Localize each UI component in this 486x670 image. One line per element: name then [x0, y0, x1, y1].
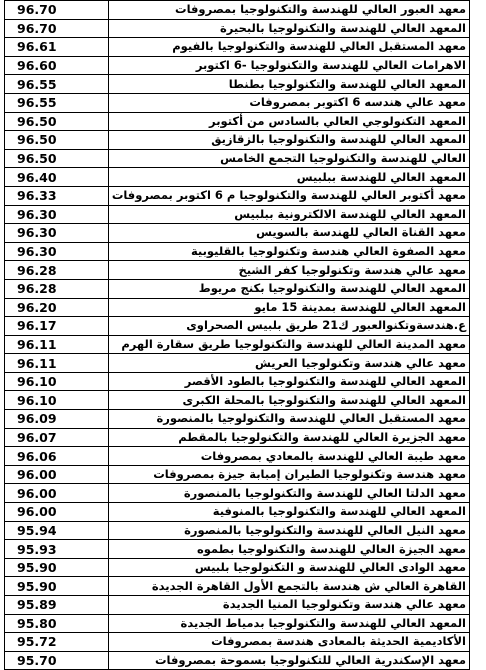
table-row [5, 633, 470, 652]
score-cell: 96.50 [5, 131, 109, 150]
table-row [5, 168, 470, 187]
institute-name-cell: معهد الدلتا العالي للهندسة والتكنولوجيا بالمنصورة [109, 484, 470, 503]
table-row [5, 56, 470, 75]
table-row [5, 651, 470, 670]
score-cell: 96.09 [5, 410, 109, 429]
table-row [5, 224, 470, 243]
institute-name-cell: معهد الجيزة العالي للهندسة والتكنولوجيا بطموه [109, 540, 470, 559]
score-cell: 95.90 [5, 577, 109, 596]
score-cell: 95.80 [5, 614, 109, 633]
table-row [5, 242, 470, 261]
score-cell: 96.30 [5, 205, 109, 224]
institute-name-cell: معهد العبور العالي للهندسة والتكنولوجيا بمصروفات [109, 1, 470, 20]
table-row [5, 596, 470, 615]
score-cell: 96.00 [5, 484, 109, 503]
table-row [5, 205, 470, 224]
score-cell: 96.10 [5, 372, 109, 391]
institute-name-cell: المعهد التكنولوجي العالي بالسادس من أكتوبر [109, 112, 470, 131]
score-cell: 96.50 [5, 149, 109, 168]
table-row [5, 261, 470, 280]
institute-name-cell: معهد طيبة العالي للهندسة بالمعادي بمصروفات [109, 447, 470, 466]
table-row [5, 540, 470, 559]
institute-name-cell: المعهد العالي للهندسة والتكنولوجيا بطنطا [109, 75, 470, 94]
score-cell: 96.28 [5, 261, 109, 280]
score-cell: 95.89 [5, 596, 109, 615]
score-cell: 95.70 [5, 651, 109, 670]
score-cell: 96.11 [5, 335, 109, 354]
score-cell: 96.55 [5, 75, 109, 94]
institute-name-cell: معهد أكتوبر العالي للهندسة والتكنولوجيا م 6 اكتوبر بمصروفات [109, 186, 470, 205]
institute-name-cell: معهد القناة العالي للهندسة بالسويس [109, 224, 470, 243]
table-row [5, 558, 470, 577]
table-row [5, 298, 470, 317]
scores-table [4, 0, 470, 670]
table-row [5, 75, 470, 94]
institute-name-cell: معهد الجزيرة العالي للهندسة والتكنولوجيا بالمقطم [109, 428, 470, 447]
table-row [5, 149, 470, 168]
score-cell: 96.70 [5, 19, 109, 38]
institute-name-cell: معهد الإسكندرية العالي للتكنولوجيا بسموحة بمصروفات [109, 651, 470, 670]
score-cell: 96.30 [5, 224, 109, 243]
table-row [5, 465, 470, 484]
score-cell: 96.07 [5, 428, 109, 447]
table-row [5, 577, 470, 596]
institute-name-cell: المعهد العالي للهندسة ببلبيس [109, 168, 470, 187]
score-cell: 96.33 [5, 186, 109, 205]
institute-name-cell: معهد هندسة وتكنولوجيا الطيران إمبابة جيزة بمصروفات [109, 465, 470, 484]
institute-name-cell: القاهرة العالي ش هندسة بالتجمع الأول القاهرة الجديدة [109, 577, 470, 596]
score-cell: 96.11 [5, 354, 109, 373]
institute-name-cell: المعهد العالي للهندسة والتكنولوجيا بالمحلة الكبرى [109, 391, 470, 410]
institute-name-cell: المعهد العالي للهندسة والتكنولوجيا بكنج مريوط [109, 279, 470, 298]
table-row [5, 447, 470, 466]
institute-name-cell: العالي للهندسة والتكنولوجيا التجمع الخامس [109, 149, 470, 168]
institute-name-cell: معهد الصفوة العالي هندسة وتكنولوجيا بالقليوبية [109, 242, 470, 261]
table-row [5, 1, 470, 20]
institute-name-cell: معهد الوادى العالي للهندسة و التكنولوجيا بلبيس [109, 558, 470, 577]
institute-name-cell: المعهد العالي للهندسة بمدينة 15 مايو [109, 298, 470, 317]
score-cell: 96.00 [5, 465, 109, 484]
score-cell: 95.93 [5, 540, 109, 559]
score-cell: 95.90 [5, 558, 109, 577]
score-cell: 96.60 [5, 56, 109, 75]
institute-name-cell: ع.هندسةوتكنوالعبور ك21 طريق بلبيس الصحراوى [109, 317, 470, 336]
score-cell: 96.30 [5, 242, 109, 261]
table-row [5, 335, 470, 354]
table-row [5, 428, 470, 447]
institute-name-cell: المعهد العالي للهندسة والتكنولوجيا بالمنوفية [109, 503, 470, 522]
institute-name-cell: معهد النيل العالي للهندسة والتكنولوجيا بالمنصورة [109, 521, 470, 540]
institute-name-cell: معهد المستقبل العالي للهندسة والتكنولوجيا بالفيوم [109, 38, 470, 57]
score-cell: 96.40 [5, 168, 109, 187]
table-row [5, 372, 470, 391]
institute-name-cell: المعهد العالي للهندسة والتكنولوجيا بالبحيرة [109, 19, 470, 38]
table-row [5, 410, 470, 429]
table-row [5, 279, 470, 298]
table-row [5, 93, 470, 112]
institute-name-cell: المعهد العالي للهندسة والتكنولوجيا بالزقازيق [109, 131, 470, 150]
score-cell: 96.28 [5, 279, 109, 298]
institute-name-cell: المعهد العالي للهندسة الالكترونية ببلبيس [109, 205, 470, 224]
score-cell: 96.17 [5, 317, 109, 336]
institute-name-cell: الاهرامات العالي للهندسة والتكنولوجيا -6 اكتوبر [109, 56, 470, 75]
score-cell: 96.50 [5, 112, 109, 131]
table-row [5, 484, 470, 503]
score-cell: 96.55 [5, 93, 109, 112]
table-row [5, 186, 470, 205]
score-cell: 95.94 [5, 521, 109, 540]
table-row [5, 38, 470, 57]
institute-name-cell: معهد عالي هندسة وتكنولوجيا كفر الشيخ [109, 261, 470, 280]
table-row [5, 317, 470, 336]
table-row [5, 503, 470, 522]
table-row [5, 19, 470, 38]
score-cell: 96.20 [5, 298, 109, 317]
table-row [5, 112, 470, 131]
table-row [5, 131, 470, 150]
table-row [5, 614, 470, 633]
table-row [5, 391, 470, 410]
institute-name-cell: معهد المستقبل العالي للهندسة والتكنولوجيا بالمنصورة [109, 410, 470, 429]
institute-name-cell: معهد عالي هندسة وتكنولوجيا المنيا الجديدة [109, 596, 470, 615]
institute-name-cell: معهد عالي هندسة وتكنولوجيا العريش [109, 354, 470, 373]
scores-table-body [5, 0, 470, 670]
score-cell: 96.10 [5, 391, 109, 410]
score-cell: 96.61 [5, 38, 109, 57]
institute-name-cell: معهد عالي هندسه 6 اكتوبر بمصروفات [109, 93, 470, 112]
institute-name-cell: معهد المدينة العالي للهندسة والتكنولوجيا طريق سقارة الهرم [109, 335, 470, 354]
score-cell: 95.72 [5, 633, 109, 652]
table-row [5, 354, 470, 373]
institute-name-cell: الأكاديمية الحديثة بالمعادى هندسة بمصروفات [109, 633, 470, 652]
table-row [5, 521, 470, 540]
institute-name-cell: المعهد العالي للهندسة والتكنولوجيا بدمياط الجديدة [109, 614, 470, 633]
score-cell: 96.06 [5, 447, 109, 466]
institute-name-cell: المعهد العالي للهندسة والتكنولوجيا بالطود الأقصر [109, 372, 470, 391]
score-cell: 96.00 [5, 503, 109, 522]
score-cell: 96.70 [5, 1, 109, 20]
